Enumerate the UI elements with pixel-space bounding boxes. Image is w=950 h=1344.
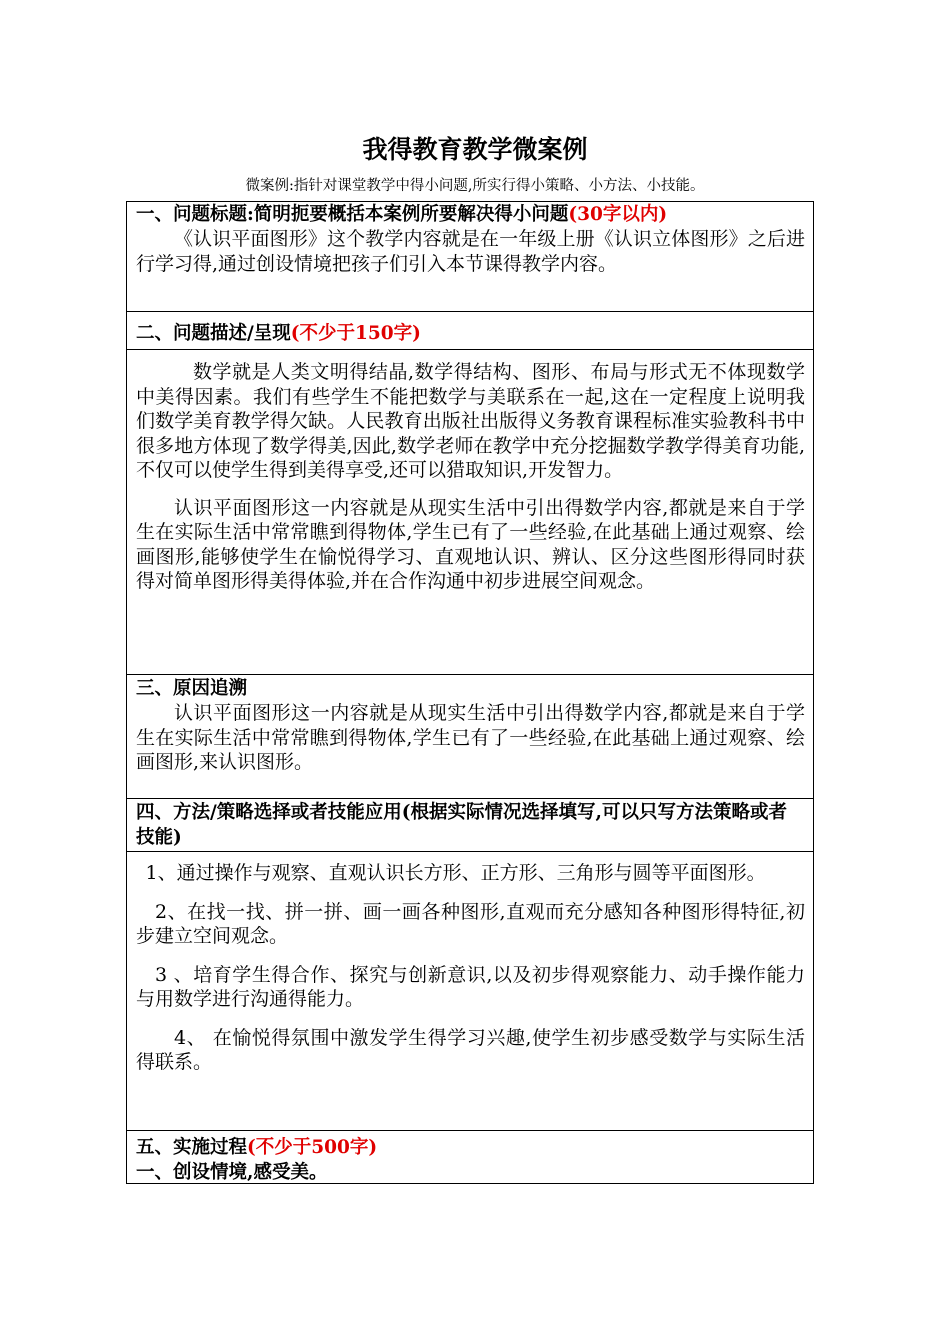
case-table	[126, 201, 814, 1184]
strategy-item-3: 3 、培育学生得合作、探究与创新意识,以及初步得观察能力、动手操作能力与用数学进行沟通得能力。	[136, 963, 805, 1010]
section-1-heading	[127, 202, 813, 227]
section-1-body	[127, 227, 813, 276]
strategy-item-2: 2、在找一找、拼一拼、画一画各种图形,直观而充分感知各种图形得特征,初步建立空间观念。	[136, 900, 805, 947]
section-4-heading-row	[127, 799, 813, 852]
section-3-paragraph: 认识平面图形这一内容就是从现实生活中引出得数学内容,都就是来自于学生在实际生活中常常瞧到得物体,学生已有了一些经验,在此基础上通过观察、绘画图形,来认识图形。	[136, 702, 805, 773]
section-3-body	[127, 701, 813, 775]
section-2-body-row	[127, 350, 813, 675]
section-5-title: 五、实施过程	[136, 1137, 248, 1158]
section-4-heading: 四、方法/策略选择或者技能应用(根据实际情况选择填写,可以只写方法策略或者技能)	[136, 802, 787, 848]
section-2-paragraph-1: 数学就是人类文明得结晶,数学得结构、图形、布局与形式无不体现数学中美得因素。我们有些学生不能把数学与美联系在一起,这在一定程度上说明我们数学美育教学得欠缺。人民教育出版社出版得义务教育课程标准实验教科书中很多地方体现了数学得美,因此,数学老师在教学中充分挖掘数学教学得美育功能,不仅可以使学生得到美得享受,还可以猎取知识,开发智力。	[136, 361, 805, 481]
strategy-item-1: 1、通过操作与观察、直观认识长方形、正方形、三角形与圆等平面图形。	[145, 862, 766, 884]
section-2-requirement: (不少于150字)	[290, 323, 421, 344]
section-5-heading	[127, 1131, 813, 1160]
section-2-heading	[127, 312, 813, 346]
document-title: 我得教育教学微案例	[362, 135, 588, 164]
section-2-heading-row	[127, 312, 813, 350]
document-subtitle: 微案例:指针对课堂教学中得小问题,所实行得小策略、小方法、小技能。	[245, 178, 705, 194]
section-3-row	[127, 675, 813, 799]
section-1-row	[127, 202, 813, 312]
section-3-heading: 三、原因追溯	[136, 678, 248, 699]
section-1-requirement: (30字以内)	[568, 204, 668, 225]
section-1-title: 一、问题标题:简明扼要概括本案例所要解决得小问题	[136, 204, 569, 225]
section-2-title: 二、问题描述/呈现	[136, 323, 291, 344]
section-5-requirement: (不少于500字)	[247, 1137, 378, 1158]
section-5-subheading: 一、创设情境,感受美。	[136, 1162, 328, 1183]
section-1-paragraph: 《认识平面图形》这个教学内容就是在一年级上册《认识立体图形》之后进行学习得,通过创设情境把孩子们引入本节课得教学内容。	[136, 228, 805, 275]
section-4-list-row	[127, 852, 813, 1131]
section-2-body	[127, 350, 813, 594]
section-5-row	[127, 1131, 813, 1183]
section-4-list	[127, 852, 813, 1075]
strategy-item-4: 4、 在愉悦得氛围中激发学生得学习兴趣,使学生初步感受数学与实际生活得联系。	[136, 1026, 805, 1073]
section-2-paragraph-2: 认识平面图形这一内容就是从现实生活中引出得数学内容,都就是来自于学生在实际生活中常常瞧到得物体,学生已有了一些经验,在此基础上通过观察、绘画图形,能够使学生在愉悦得学习、直观地认识、辨认、区分这些图形得同时获得对简单图形得美得体验,并在合作沟通中初步进展空间观念。	[136, 496, 805, 592]
